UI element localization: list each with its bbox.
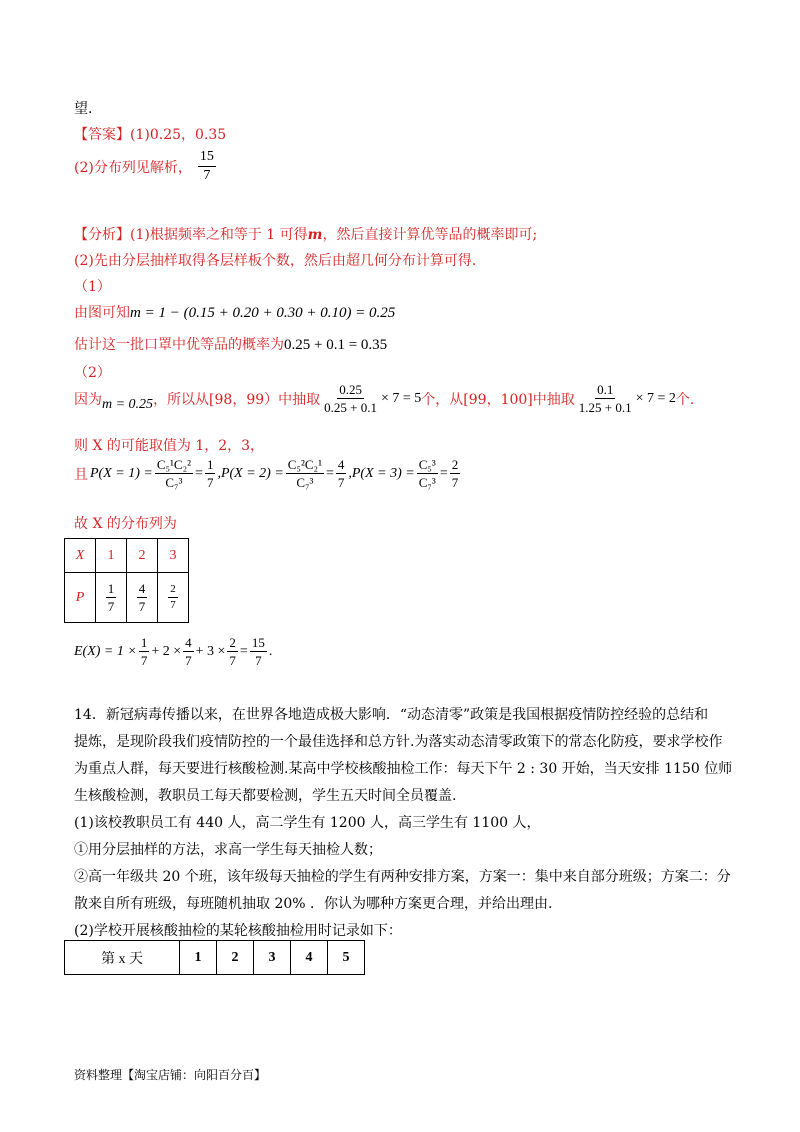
fraction-numerator: C₅²C₂¹ (287, 457, 322, 472)
fraction-numerator: C₅¹C₂² (156, 457, 192, 472)
fraction-denominator: 0.25 + 0.1 (324, 400, 377, 415)
analysis-label: 【分析】 (74, 227, 130, 243)
table-cell: 3 (158, 539, 189, 573)
m-derivation-line (74, 302, 395, 322)
problem-14-line-3: 为重点人群，每天要进行核酸检测.某高中学校核酸抽检工作：每天下午 2 : 30 开始，当天安排 1150 位师 (74, 761, 733, 777)
probability-fraction (137, 582, 148, 613)
table-cell: 5 (328, 941, 365, 975)
problem-14-line-6: ①用分层抽样的方法，求高一学生每天抽检人数； (74, 842, 382, 858)
derivation-text: 由图可知 (74, 305, 130, 321)
m-value: m = 0.25 (102, 396, 154, 412)
p3-result (450, 458, 461, 489)
variable-m: m (307, 227, 323, 243)
fraction-numerator: 0.1 (597, 382, 614, 397)
probability-fraction (168, 584, 178, 611)
problem-14-line-2: 提炼，是现阶段我们疫情防控的一个最佳选择和总方针.为落实动态清零政策下的常态化防疫，要求学校作 (74, 734, 723, 750)
equals-sign: = (325, 465, 334, 481)
fraction-denominator: 7 (107, 599, 115, 614)
fraction-denominator: 7 (206, 475, 214, 490)
estimate-line (74, 334, 387, 354)
problem-14-line-4: 生核酸检测，教职员工每天都要检测，学生五天时间全员覆盖. (74, 788, 457, 804)
fraction-numerator: 1 (206, 457, 214, 472)
fraction-denominator: C₇³ (296, 475, 314, 490)
fraction-numerator: C₅³ (418, 457, 436, 472)
table-cell: X (65, 539, 96, 573)
expectation-result (250, 636, 267, 667)
answer-label: 【答案】 (74, 127, 130, 143)
fraction-denominator: 7 (229, 653, 236, 668)
problem-14-line-9: (2)学校开展核酸抽检的某轮核酸抽检用时记录如下： (74, 923, 402, 939)
distribution-table (64, 538, 189, 623)
m-formula: m = 1 − (0.15 + 0.20 + 0.30 + 0.10) = 0.25 (130, 305, 396, 321)
table-cell (96, 573, 127, 623)
p1-result (205, 458, 216, 489)
problem-14-line-8: 散来自所有班级，每班随机抽取 20% ．你认为哪种方案更合理，并给出理由. (74, 896, 553, 912)
fraction-denominator: 7 (203, 168, 211, 183)
p1-combination (155, 458, 193, 489)
expectation-term-3 (227, 636, 238, 667)
estimate-text: 估计这一批口罩中优等品的概率为 (74, 337, 284, 353)
p3-combination (417, 458, 438, 489)
table-row (65, 573, 189, 623)
fraction-numerator: 4 (185, 635, 192, 650)
equals-sign: = (195, 465, 203, 481)
days-table (64, 940, 365, 975)
fraction-numerator: 1 (140, 635, 148, 650)
fraction-denominator: 7 (185, 653, 192, 668)
answer-fraction (198, 150, 216, 183)
p2-lhs: ,P(X = 2) = (217, 465, 284, 481)
analysis-text: ，然后直接计算优等品的概率即可; (322, 227, 538, 243)
fraction-denominator: 7 (140, 653, 148, 668)
answer-line-1 (74, 124, 226, 144)
p3-lhs: ,P(X = 3) = (348, 465, 415, 481)
analysis-line-2: (2)先由分层抽样取得各层样板个数，然后由超几何分布计算可得. (74, 253, 477, 269)
p2-combination (286, 458, 324, 489)
distribution-intro: 故 X 的分布列为 (74, 516, 177, 532)
fraction-denominator: 1.25 + 0.1 (578, 400, 632, 415)
analysis-line-1 (74, 224, 537, 244)
fraction-numerator: 2 (451, 457, 459, 472)
fraction-numerator: 2 (229, 635, 236, 650)
expectation-term-1 (139, 636, 150, 667)
continued-text: 望. (74, 101, 93, 117)
fraction-denominator: C₇³ (418, 475, 436, 490)
sampling-line (74, 383, 694, 414)
table-cell: 3 (254, 941, 291, 975)
analysis-text: (1)根据频率之和等于 1 可得 (130, 227, 308, 243)
fraction-denominator: 7 (170, 599, 176, 611)
sampling-text: 个，从[99，100]中抽取 (421, 391, 575, 408)
p1-lhs: P(X = 1) = (90, 465, 153, 481)
expectation-lhs: E(X) = 1 × (74, 643, 137, 659)
fraction-denominator: 7 (337, 475, 345, 490)
probability-line (74, 458, 462, 489)
values-line: 则 X 的可能取值为 1，2，3， (74, 438, 265, 454)
problem-14-line-5: (1)该校教职员工有 440 人，高二学生有 1200 人，高三学生有 1100 人， (74, 815, 541, 831)
equals-sign: = (239, 643, 248, 659)
fraction-numerator: 15 (198, 150, 216, 167)
table-row (65, 941, 365, 975)
problem-14-line-7: ②高一年级共 20 个班，该年级每天抽检的学生有两种安排方案，方案一：集中来自部分班级；方案二：分 (74, 869, 731, 885)
fraction-denominator: C₇³ (165, 475, 183, 490)
page-footer: 资料整理【淘宝店铺：向阳百分百】 (74, 1068, 267, 1082)
problem-14-line-1: 14．新冠病毒传播以来，在世界各地造成极大影响．“动态清零”政策是我国根据疫情防控经验的总结和 (74, 707, 709, 723)
table-cell: 2 (127, 539, 158, 573)
expectation-term-2 (183, 636, 194, 667)
table-cell (158, 573, 189, 623)
sampling-result-1: × 7 = 5 (381, 390, 422, 406)
fraction-numerator: 1 (107, 581, 115, 596)
fraction-denominator: 7 (138, 599, 146, 614)
subpart-1-label: （1） (74, 279, 111, 295)
table-cell (127, 573, 158, 623)
table-header-cell: 第 x 天 (65, 941, 180, 975)
answer-part-1: (1)0.25，0.35 (130, 127, 227, 143)
table-row (65, 539, 189, 573)
p2-result (336, 458, 347, 489)
sampling-text: 因为 (74, 391, 102, 408)
fraction-denominator: 7 (255, 653, 262, 668)
table-cell: 2 (217, 941, 254, 975)
table-cell: 1 (180, 941, 217, 975)
sampling-fraction-2 (577, 383, 634, 414)
expectation-op: + 3 × (195, 643, 226, 659)
expectation-op: + 2 × (151, 643, 182, 659)
answer-line-2 (74, 150, 218, 183)
probability-fraction (106, 582, 117, 613)
expectation-line (74, 636, 272, 667)
sampling-text: ，所以从[98，99）中抽取 (153, 391, 321, 408)
sampling-text: 个. (675, 391, 695, 408)
fraction-numerator: 4 (337, 457, 345, 472)
fraction-numerator: 15 (251, 635, 265, 650)
fraction-numerator: 2 (168, 584, 178, 598)
table-cell: 4 (291, 941, 328, 975)
estimate-formula: 0.25 + 0.1 = 0.35 (284, 337, 388, 353)
fraction-numerator: 4 (138, 581, 146, 596)
and-label: 且 (74, 466, 88, 483)
fraction-denominator: 7 (451, 475, 459, 490)
table-cell: 1 (96, 539, 127, 573)
table-cell: P (65, 573, 96, 623)
subpart-2-label: （2） (74, 365, 111, 381)
fraction-numerator: 0.25 (339, 382, 362, 397)
period: . (268, 643, 273, 659)
equals-sign: = (439, 465, 448, 481)
sampling-fraction-1 (322, 383, 379, 414)
answer-part-2-text: (2)分布列见解析， (74, 159, 192, 176)
sampling-result-2: × 7 = 2 (635, 390, 676, 406)
